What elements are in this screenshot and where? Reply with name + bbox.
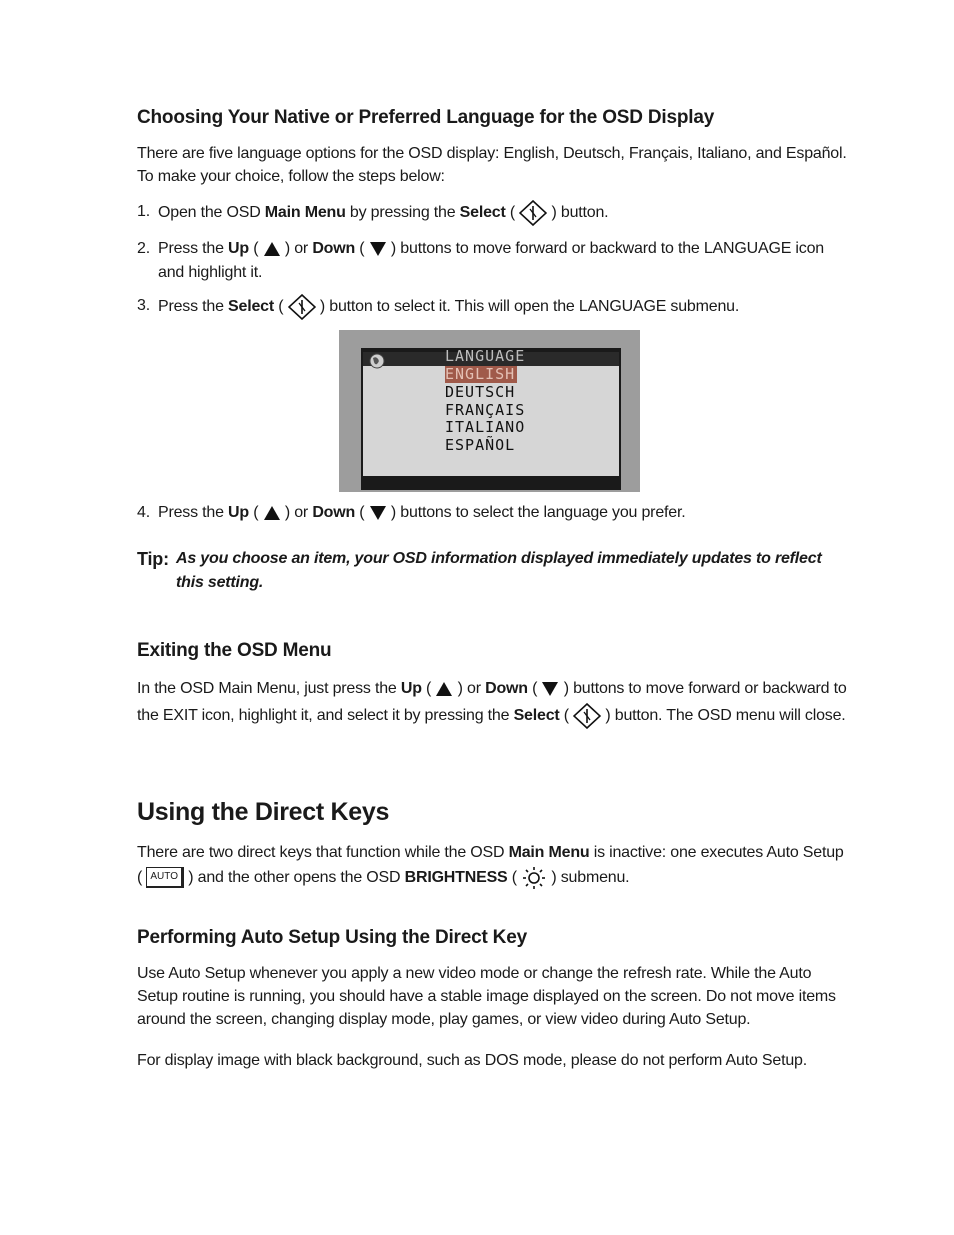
- tip-label: Tip:: [137, 549, 169, 569]
- exit-paragraph: In the OSD Main Menu, just press the Up ( ) or Down ( ) buttons to move forward or backward to the EXIT icon, highlight it, and select it by pressing the Select ( ) button. The OSD menu will close.: [137, 675, 847, 729]
- osd-option-francais[interactable]: FRANÇAIS: [445, 401, 526, 419]
- language-intro: There are five language options for the OSD display: English, Deutsch, Français, Italiano, and Español. To make your choice, follow the steps below:: [137, 145, 847, 185]
- down-triangle-icon: [369, 505, 387, 521]
- select-diamond-icon: [519, 200, 547, 226]
- osd-option-espanol[interactable]: ESPAÑOL: [445, 436, 516, 454]
- globe-icon: [367, 352, 387, 375]
- osd-menu-panel: [361, 348, 621, 490]
- up-triangle-icon: [263, 505, 281, 521]
- down-triangle-icon: [369, 241, 387, 257]
- direct-keys-paragraph: There are two direct keys that function while the OSD Main Menu is inactive: one executes Auto Setup ( AUTO ) and the other opens the OSD BRIGHTNESS ( ) submenu.: [137, 840, 847, 890]
- up-triangle-icon: [435, 681, 453, 697]
- language-heading: Choosing Your Native or Preferred Language for the OSD Display: [137, 107, 715, 128]
- exit-heading: Exiting the OSD Menu: [137, 640, 332, 661]
- step-2: 2. Press the Up ( ) or Down ( ) buttons to move forward or backward to the LANGUAGE icon and highlight it.: [137, 240, 824, 281]
- osd-title: LANGUAGE: [445, 347, 526, 365]
- step-1: 1. Open the OSD Main Menu by pressing the Select ( ) button.: [137, 200, 847, 226]
- step-4: 4. Press the Up ( ) or Down ( ) buttons to select the language you prefer.: [137, 504, 686, 521]
- auto-key-icon: AUTO: [146, 867, 184, 888]
- osd-language-screenshot: [339, 330, 640, 492]
- auto-setup-paragraph-2: For display image with black background, such as DOS mode, please do not perform Auto Setup.: [137, 1052, 807, 1069]
- select-diamond-icon: [573, 703, 601, 729]
- down-triangle-icon: [541, 681, 559, 697]
- tip-text: As you choose an item, your OSD information displayed immediately updates to reflect this setting.: [176, 550, 822, 591]
- up-triangle-icon: [263, 241, 281, 257]
- osd-option-italiano[interactable]: ITALIANO: [445, 418, 526, 436]
- osd-option-english[interactable]: ENGLISH: [445, 365, 516, 383]
- direct-keys-heading: Using the Direct Keys: [137, 798, 390, 826]
- auto-setup-heading: Performing Auto Setup Using the Direct Key: [137, 927, 527, 948]
- auto-setup-paragraph-1: Use Auto Setup whenever you apply a new video mode or change the refresh rate. While the Auto Setup routine is running, you should have a stable image displayed on the screen. Do not move items around the screen, changing display mode, play games, or view video during Auto Setup.: [137, 965, 836, 1028]
- tip: [137, 547, 847, 595]
- brightness-sun-icon: [521, 866, 547, 890]
- step-3: 3. Press the Select ( ) button to select it. This will open the LANGUAGE submenu.: [137, 294, 847, 320]
- select-diamond-icon: [288, 294, 316, 320]
- osd-option-deutsch[interactable]: DEUTSCH: [445, 383, 516, 401]
